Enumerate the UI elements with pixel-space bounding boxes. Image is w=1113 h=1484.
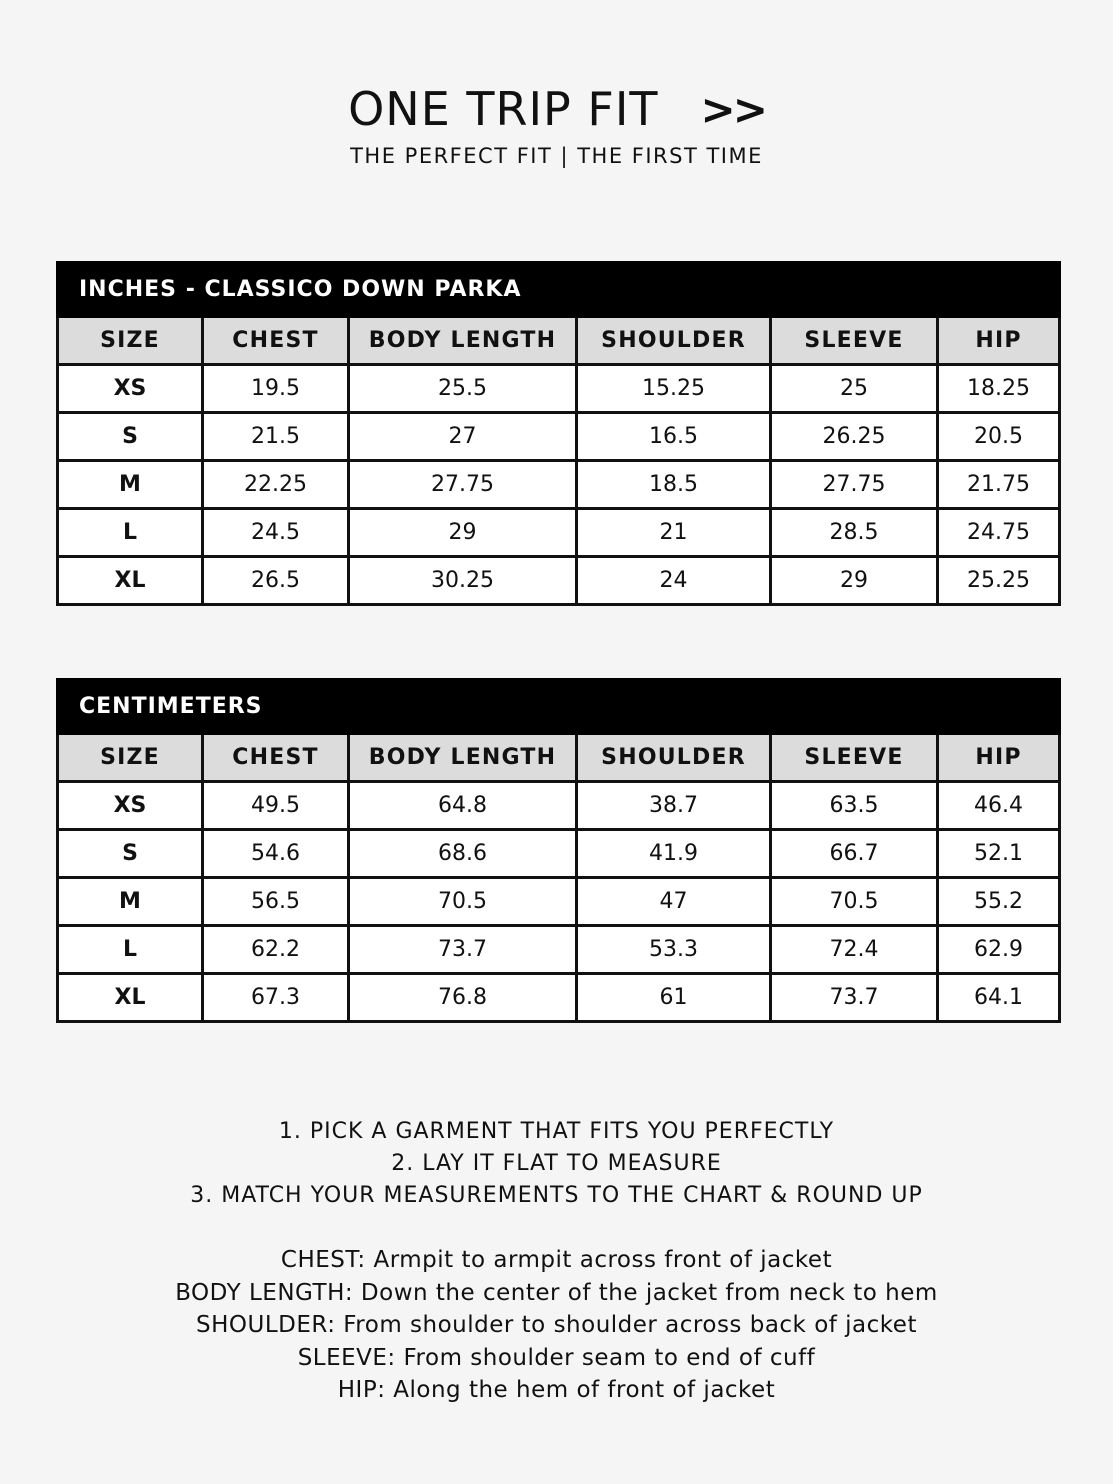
table-row	[58, 878, 1060, 926]
table-row	[58, 557, 1060, 605]
table-cell: 26.5	[203, 557, 349, 605]
size-cell: L	[58, 926, 203, 974]
table-cell: 70.5	[349, 878, 577, 926]
table-cell: 29	[349, 509, 577, 557]
table-cell: 18.25	[938, 365, 1060, 413]
table-cell: 49.5	[203, 782, 349, 830]
table-cell: 21	[577, 509, 771, 557]
table-cell: 73.7	[349, 926, 577, 974]
column-header: BODY LENGTH	[349, 734, 577, 782]
column-header: SHOULDER	[577, 734, 771, 782]
table-cell: 15.25	[577, 365, 771, 413]
size-cell: M	[58, 878, 203, 926]
table-cell: 27.75	[349, 461, 577, 509]
definition-line: BODY LENGTH: Down the center of the jacket from neck to hem	[175, 1279, 938, 1306]
size-cell: XS	[58, 782, 203, 830]
size-chart-centimeters	[56, 678, 1061, 1023]
column-header: SHOULDER	[577, 317, 771, 365]
table-cell: 47	[577, 878, 771, 926]
table-cell: 38.7	[577, 782, 771, 830]
column-header: SLEEVE	[771, 734, 938, 782]
table-cell: 28.5	[771, 509, 938, 557]
size-cell: XL	[58, 557, 203, 605]
table-cell: 67.3	[203, 974, 349, 1022]
table-row	[58, 509, 1060, 557]
double-chevron-right-icon: >>	[700, 84, 765, 134]
table-cell: 68.6	[349, 830, 577, 878]
column-header: HIP	[938, 317, 1060, 365]
size-cell: S	[58, 830, 203, 878]
table-cell: 62.9	[938, 926, 1060, 974]
table-cell: 24	[577, 557, 771, 605]
measuring-instructions	[0, 1116, 1113, 1212]
table-cell: 54.6	[203, 830, 349, 878]
table-cell: 24.75	[938, 509, 1060, 557]
column-header: HIP	[938, 734, 1060, 782]
column-header: SIZE	[58, 317, 203, 365]
table-cell: 21.75	[938, 461, 1060, 509]
table-cell: 30.25	[349, 557, 577, 605]
table-row	[58, 782, 1060, 830]
instruction-step: 2. LAY IT FLAT TO MEASURE	[391, 1151, 722, 1176]
table-cell: 64.8	[349, 782, 577, 830]
table-cell: 41.9	[577, 830, 771, 878]
table-row	[58, 365, 1060, 413]
table-cell: 61	[577, 974, 771, 1022]
table-row	[58, 461, 1060, 509]
definition-line: SHOULDER: From shoulder to shoulder across back of jacket	[196, 1312, 917, 1338]
definition-line: CHEST: Armpit to armpit across front of jacket	[280, 1247, 833, 1273]
table-cell: 27	[349, 413, 577, 461]
table-cell: 26.25	[771, 413, 938, 461]
table-cell: 22.25	[203, 461, 349, 509]
table-row	[58, 926, 1060, 974]
table-cell: 73.7	[771, 974, 938, 1022]
tagline: THE PERFECT FIT | THE FIRST TIME	[350, 144, 763, 168]
table-cell: 66.7	[771, 830, 938, 878]
table-cell: 25.5	[349, 365, 577, 413]
table-header-row	[58, 734, 1060, 782]
table-cell: 63.5	[771, 782, 938, 830]
column-header: CHEST	[203, 317, 349, 365]
table-cell: 27.75	[771, 461, 938, 509]
table-cell: 64.1	[938, 974, 1060, 1022]
instruction-step: 3. MATCH YOUR MEASUREMENTS TO THE CHART & ROUND UP	[190, 1183, 923, 1208]
table-caption: INCHES - CLASSICO DOWN PARKA	[58, 263, 1060, 317]
table-cell: 19.5	[203, 365, 349, 413]
table-cell: 55.2	[938, 878, 1060, 926]
table-cell: 72.4	[771, 926, 938, 974]
size-cell: S	[58, 413, 203, 461]
size-cell: L	[58, 509, 203, 557]
table-cell: 21.5	[203, 413, 349, 461]
instruction-step: 1. PICK A GARMENT THAT FITS YOU PERFECTLY	[278, 1119, 835, 1144]
table-row	[58, 413, 1060, 461]
definition-line: SLEEVE: From shoulder seam to end of cuff	[297, 1344, 816, 1371]
table-cell: 46.4	[938, 782, 1060, 830]
size-cell: XL	[58, 974, 203, 1022]
page-title: ONE TRIP FIT	[348, 82, 659, 136]
table-cell: 24.5	[203, 509, 349, 557]
column-header: CHEST	[203, 734, 349, 782]
column-header: SLEEVE	[771, 317, 938, 365]
table-cell: 25	[771, 365, 938, 413]
page-header	[0, 82, 1113, 168]
table-caption: CENTIMETERS	[58, 680, 1060, 734]
table-cell: 53.3	[577, 926, 771, 974]
table-cell: 29	[771, 557, 938, 605]
column-header: SIZE	[58, 734, 203, 782]
size-cell: XS	[58, 365, 203, 413]
column-header: BODY LENGTH	[349, 317, 577, 365]
table-cell: 18.5	[577, 461, 771, 509]
table-cell: 76.8	[349, 974, 577, 1022]
size-chart-inches	[56, 261, 1061, 606]
table-cell: 52.1	[938, 830, 1060, 878]
measurement-definitions	[0, 1244, 1113, 1407]
table-cell: 20.5	[938, 413, 1060, 461]
table-cell: 25.25	[938, 557, 1060, 605]
brand-row	[0, 82, 1113, 136]
definition-line: HIP: Along the hem of front of jacket	[337, 1377, 776, 1403]
table-row	[58, 974, 1060, 1022]
table-header-row	[58, 317, 1060, 365]
size-cell: M	[58, 461, 203, 509]
table-cell: 62.2	[203, 926, 349, 974]
table-cell: 56.5	[203, 878, 349, 926]
table-cell: 70.5	[771, 878, 938, 926]
table-row	[58, 830, 1060, 878]
table-cell: 16.5	[577, 413, 771, 461]
